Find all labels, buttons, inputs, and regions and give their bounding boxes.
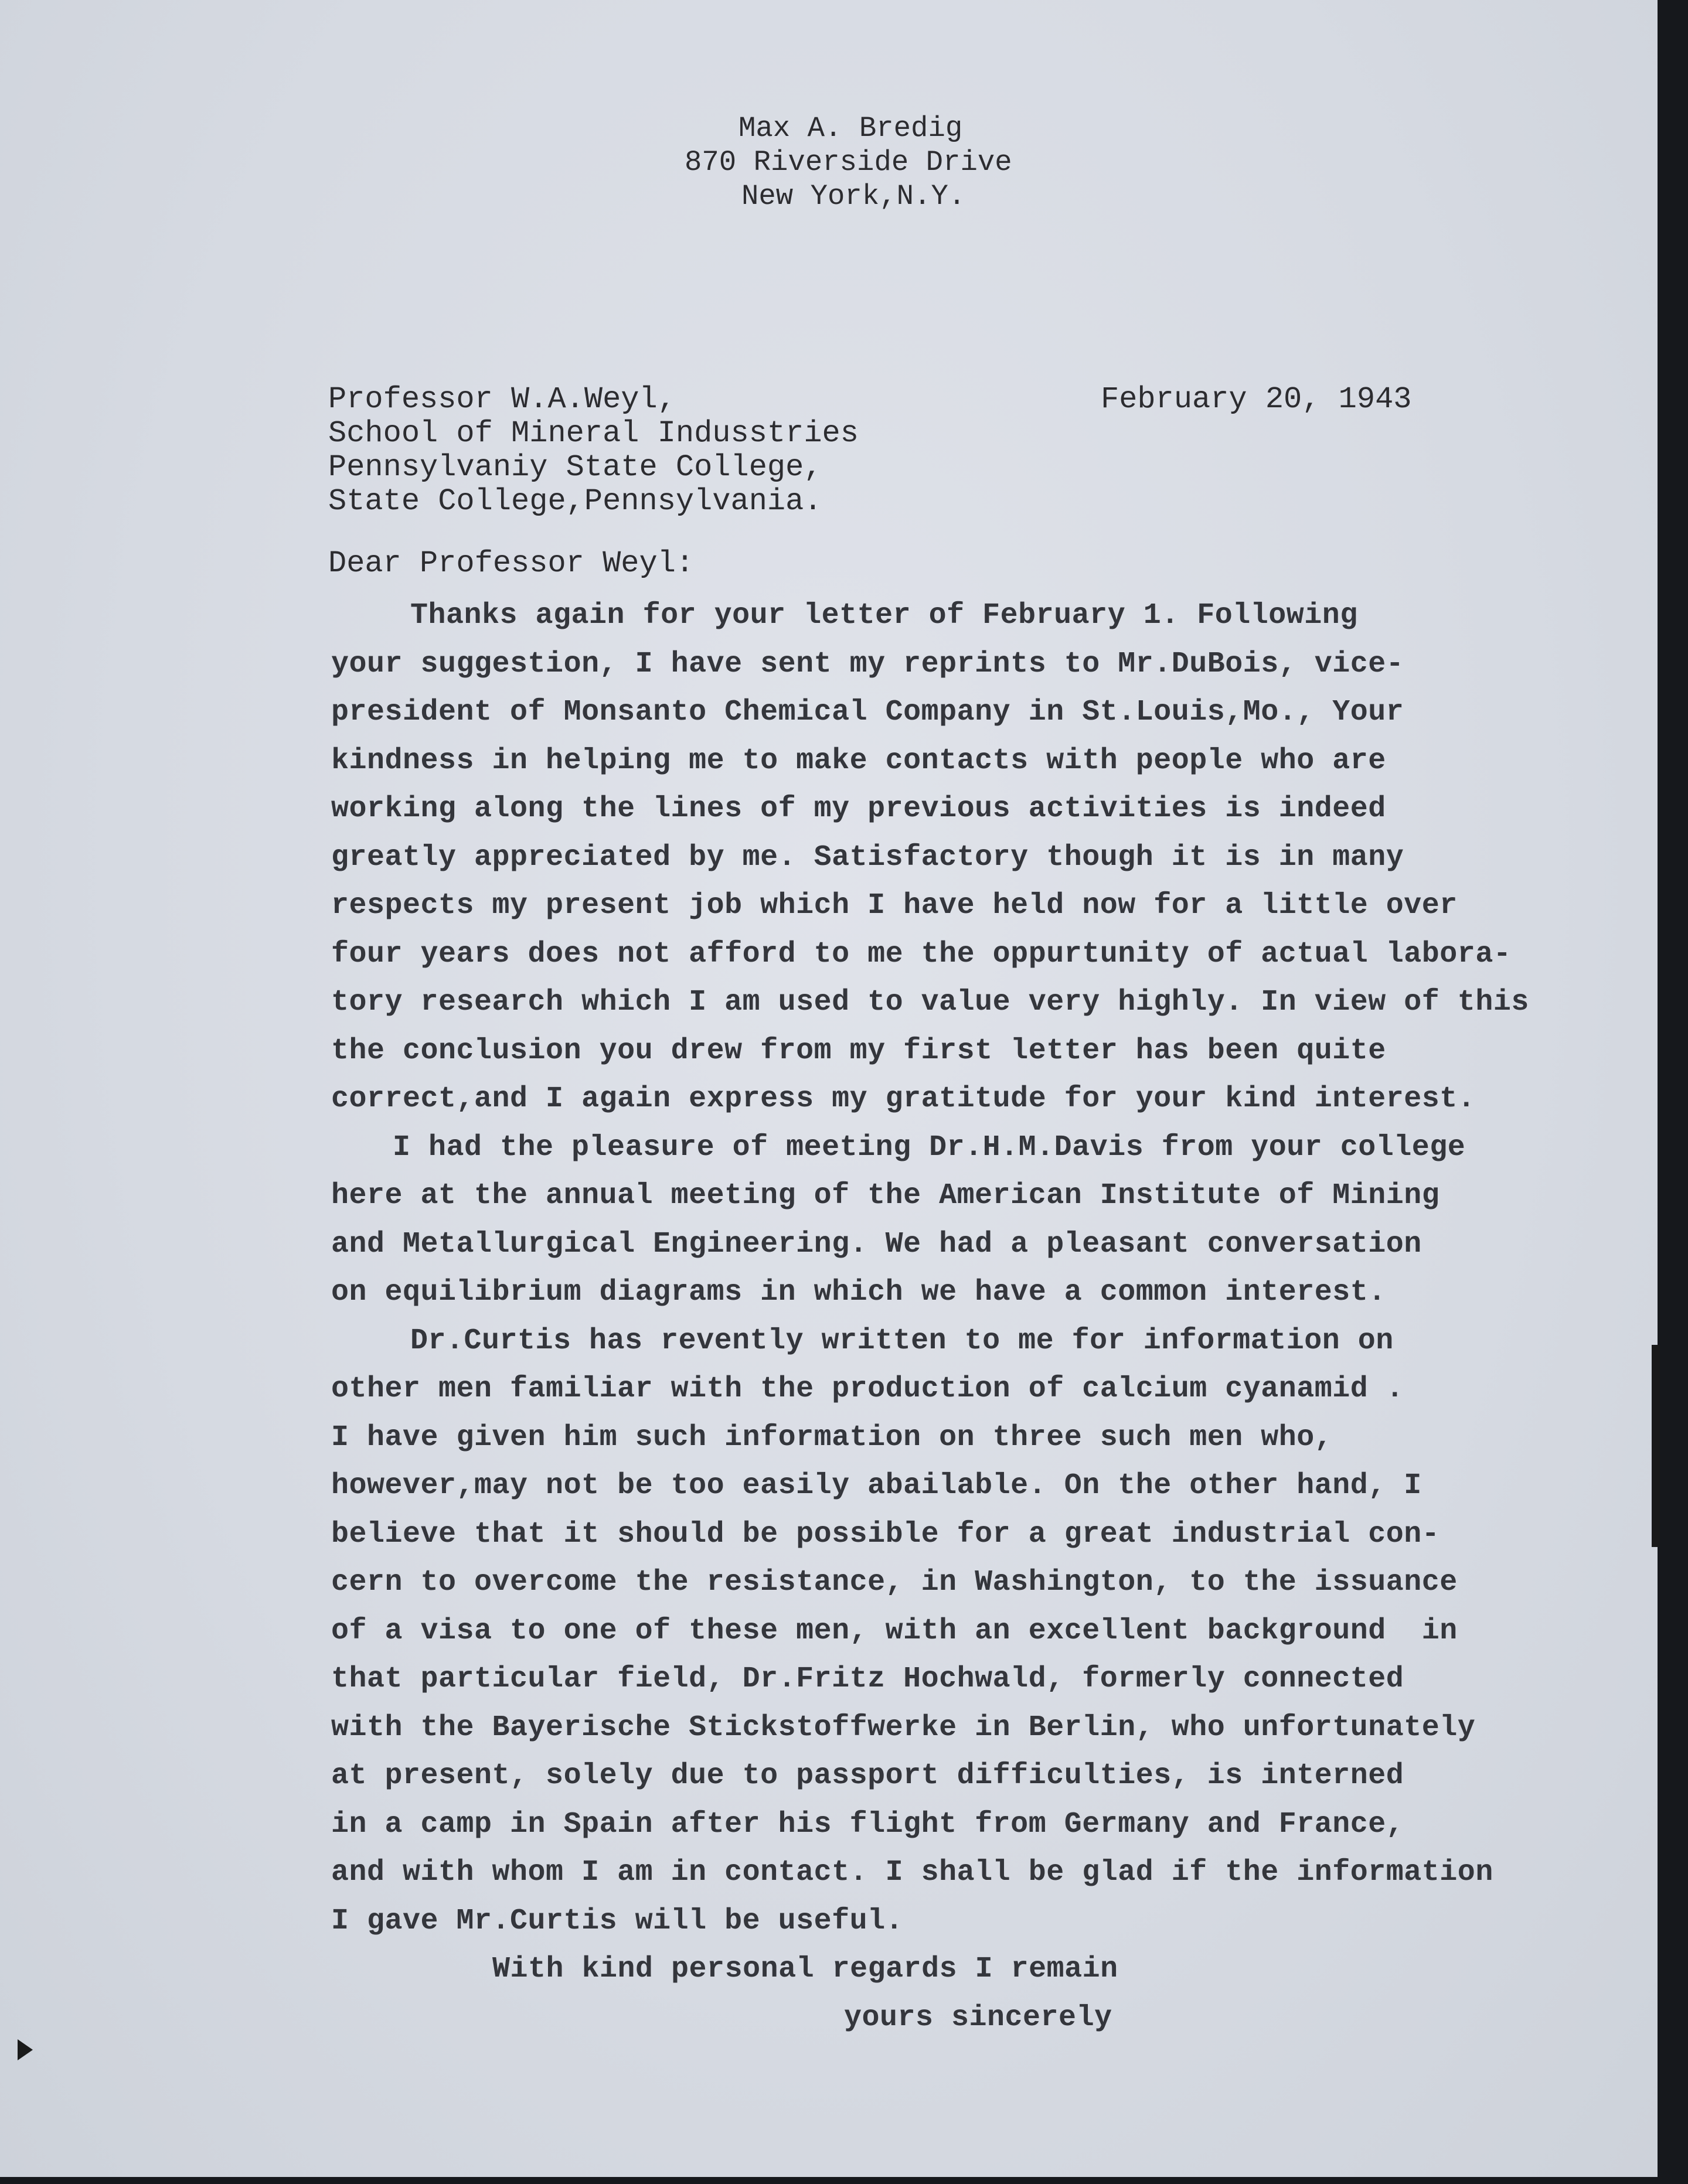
body-line: Dr.Curtis has revently written to me for information on <box>410 1324 1394 1358</box>
body-line: I have given him such information on three such men who, <box>331 1420 1333 1454</box>
recipient-address <box>328 383 859 519</box>
valediction: yours sincerely <box>844 2001 1112 2035</box>
body-line: at present, solely due to passport difficulties, is interned <box>331 1759 1404 1793</box>
body-line: I gave Mr.Curtis will be useful. <box>331 1904 904 1938</box>
corner-arrow-icon <box>18 2039 33 2060</box>
body-line: greatly appreciated by me. Satisfactory though it is in many <box>331 840 1404 874</box>
body-line: here at the annual meeting of the American Institute of Mining <box>331 1179 1440 1212</box>
body-line: correct,and I again express my gratitude for your kind interest. <box>331 1082 1476 1116</box>
letter-date: February 20, 1943 <box>1101 382 1412 417</box>
sender-city: New York,N.Y. <box>741 180 966 213</box>
body-line: and with whom I am in contact. I shall be glad if the information <box>331 1856 1493 1889</box>
body-line: your suggestion, I have sent my reprints to Mr.DuBois, vice- <box>331 647 1404 681</box>
salutation: Dear Professor Weyl: <box>328 546 695 581</box>
body-line: Thanks again for your letter of February 1. Following <box>410 599 1358 632</box>
recipient-line-4: State College,Pennsylvania. <box>328 484 822 519</box>
body-line: believe that it should be possible for a great industrial con- <box>331 1517 1440 1551</box>
letter-body <box>331 592 1529 2042</box>
closing-line: With kind personal regards I remain <box>492 1953 1118 1986</box>
body-line: respects my present job which I have held now for a little over <box>331 889 1458 922</box>
page-edge-tab <box>1652 1345 1660 1547</box>
body-line: four years does not afford to me the oppurtunity of actual labora- <box>331 937 1512 971</box>
recipient-line-3: Pennsylvaniy State College, <box>328 450 822 485</box>
body-line: president of Monsanto Chemical Company in St.Louis,Mo., Your <box>331 696 1404 729</box>
recipient-line-2: School of Mineral Indusstries <box>328 416 859 451</box>
body-line: working along the lines of my previous activities is indeed <box>331 792 1386 826</box>
body-line: other men familiar with the production of calcium cyanamid . <box>331 1372 1404 1406</box>
letterhead <box>680 111 1090 213</box>
body-line: of a visa to one of these men, with an excellent background in <box>331 1614 1458 1648</box>
body-line: and Metallurgical Engineering. We had a pleasant conversation <box>331 1227 1422 1261</box>
body-line: that particular field, Dr.Fritz Hochwald, formerly connected <box>331 1662 1404 1696</box>
sender-street: 870 Riverside Drive <box>685 146 1012 179</box>
body-line: I had the pleasure of meeting Dr.H.M.Davis from your college <box>393 1130 1466 1164</box>
sender-name: Max A. Bredig <box>738 112 963 145</box>
body-line: with the Bayerische Stickstoffwerke in Berlin, who unfortunately <box>331 1711 1476 1745</box>
body-line: in a camp in Spain after his flight from Germany and France, <box>331 1807 1404 1841</box>
body-line: on equilibrium diagrams in which we have a common interest. <box>331 1276 1386 1309</box>
recipient-line-1: Professor W.A.Weyl, <box>328 382 676 417</box>
body-line: kindness in helping me to make contacts with people who are <box>331 744 1386 778</box>
body-line: however,may not be too easily abailable. On the other hand, I <box>331 1469 1422 1502</box>
body-line: cern to overcome the resistance, in Washington, to the issuance <box>331 1566 1458 1599</box>
body-line: tory research which I am used to value very highly. In view of this <box>331 986 1529 1019</box>
body-line: the conclusion you drew from my first letter has been quite <box>331 1034 1386 1068</box>
